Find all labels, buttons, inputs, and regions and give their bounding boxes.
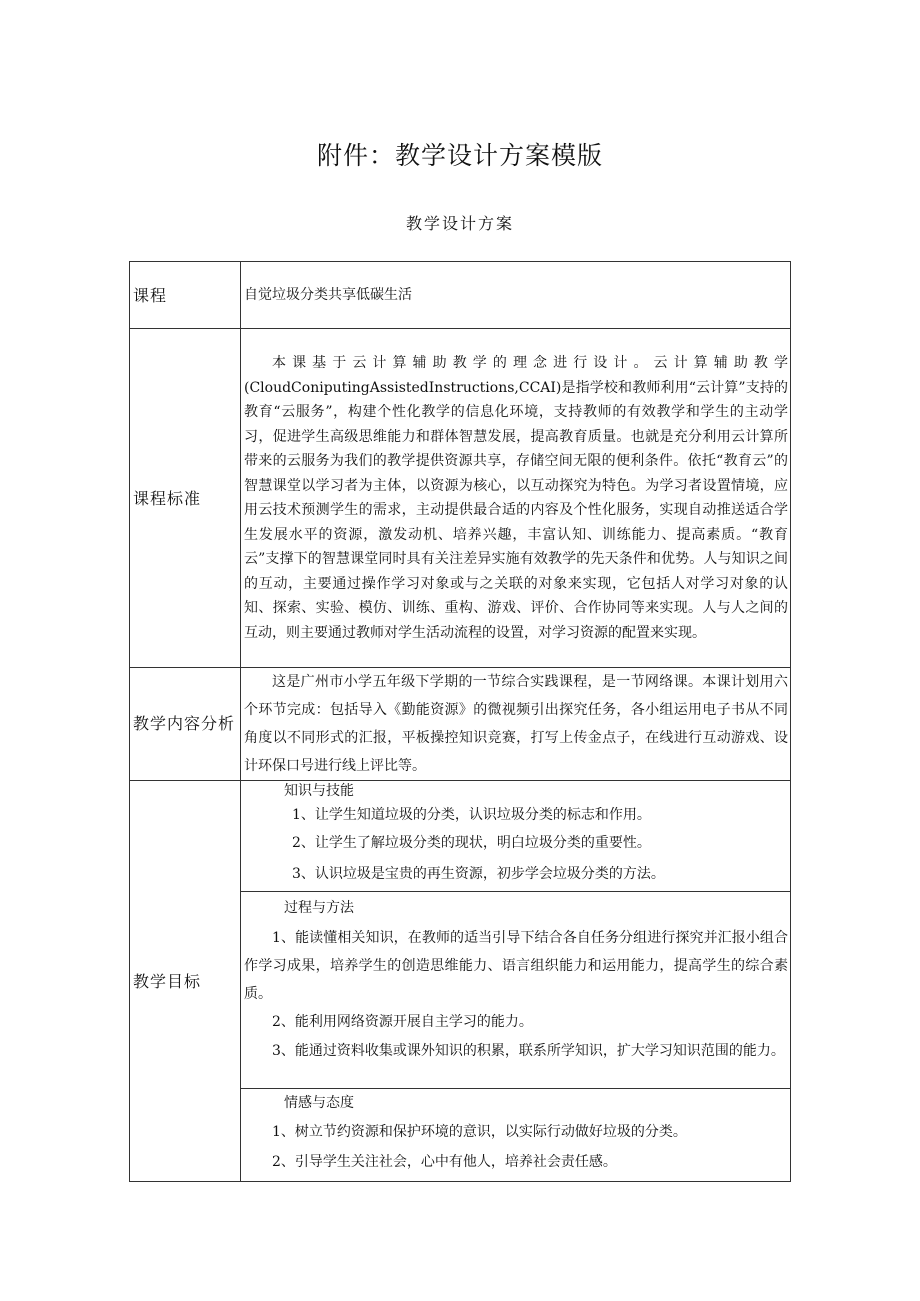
table-row <box>130 668 791 781</box>
list-item: 1、让学生知道垃圾的分类，认识垃圾分类的标志和作用。 <box>292 807 651 823</box>
knowledge-heading: 知识与技能 <box>284 783 354 799</box>
table-row <box>130 781 791 892</box>
list-item: 2、让学生了解垃圾分类的现状，明白垃圾分类的重要性。 <box>292 835 651 851</box>
analysis-label: 教学内容分析 <box>130 668 241 781</box>
list-item: 1、能读懂相关知识，在教师的适当引导下结合各自任务分组进行探究并汇报小组合作学习成果，培养学生的创造思维能力、语言组织能力和运用能力，提高学生的综合素质。 <box>244 930 788 1002</box>
standard-label: 课程标准 <box>130 329 241 668</box>
process-heading: 过程与方法 <box>284 900 354 916</box>
analysis-cell <box>241 668 791 781</box>
emotion-heading: 情感与态度 <box>284 1095 354 1111</box>
table-row <box>130 329 791 668</box>
standard-text: 本课基于云计算辅助教学的理念进行设计。云计算辅助教学(CloudConiputingAssistedInstructions,CCAI)是指学校和教师利用“云计算”支持的教育“云服务”，构建个性化教学的信息化环境，支持教师的有效教学和学生的主动学习，促进学生高级思维能力和群体智慧发展，提高教育质量。也就是充分利用云计算所带来的云服务为我们的教学提供资源共享，存储空间无限的便利条件。依托“教育云”的智慧课堂以学习者为主体，以资源为核心，以互动探究为特色。为学习者设置情境，应用云技术预测学生的需求，主动提供最合适的内容及个性化服务，实现自动推送适合学生发展水平的资源，激发动机、培养兴趣，丰富认知、训练能力、提高素质。“教育云”支撑下的智慧课堂同时具有关注差异实施有效教学的先天条件和优势。人与知识之间的互动，主要通过操作学习对象或与之关联的对象来实现，它包括人对学习对象的认知、探索、实验、模仿、训练、重构、游戏、评价、合作协同等来实现。人与人之间的互动，则主要通过教师对学生活动流程的设置，对学习资源的配置来实现。 <box>244 355 788 641</box>
knowledge-cell <box>241 781 791 892</box>
standard-cell <box>241 329 791 668</box>
course-value: 自觉垃圾分类共享低碳生活 <box>241 262 791 329</box>
list-item: 2、引导学生关注社会，心中有他人，培养社会责任感。 <box>272 1154 617 1170</box>
document-subtitle: 教学设计方案 <box>405 214 514 233</box>
objectives-label: 教学目标 <box>130 781 241 1182</box>
list-item: 3、能通过资料收集或课外知识的积累，联系所学知识，扩大学习知识范围的能力。 <box>272 1043 785 1059</box>
list-item: 3、认识垃圾是宝贵的再生资源，初步学会垃圾分类的方法。 <box>292 866 665 882</box>
list-item: 1、树立节约资源和保护环境的意识，以实际行动做好垃圾的分类。 <box>272 1124 687 1140</box>
table-row <box>130 262 791 329</box>
list-item: 2、能利用网络资源开展自主学习的能力。 <box>272 1014 533 1030</box>
document-title: 附件：教学设计方案模版 <box>316 141 603 170</box>
emotion-cell <box>241 1089 791 1182</box>
process-cell <box>241 892 791 1089</box>
analysis-text: 这是广州市小学五年级下学期的一节综合实践课程，是一节网络课。本课计划用六个环节完成：包括导入《勤能资源》的微视频引出探究任务，各小组运用电子书从不同角度以不同形式的汇报，平板操控知识竞赛，打写上传金点子，在线进行互动游戏、设计环保口号进行线上评比等。 <box>244 674 788 774</box>
lesson-plan-table <box>129 261 791 1182</box>
course-label: 课程 <box>130 262 241 329</box>
